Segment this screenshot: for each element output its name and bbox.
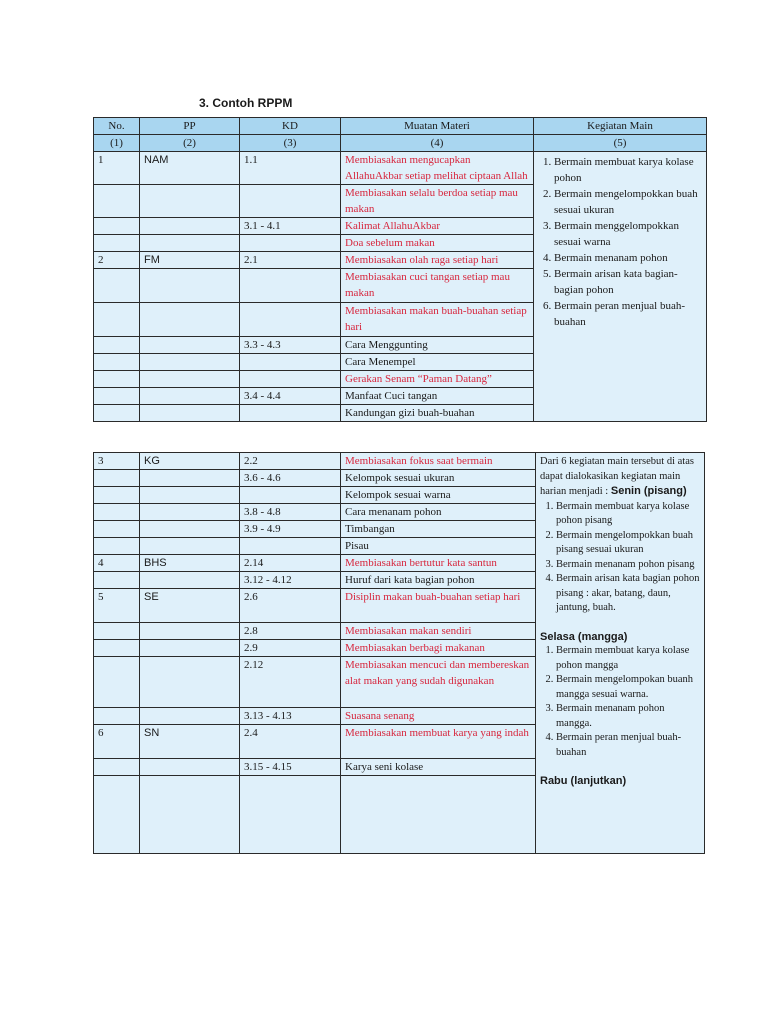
header-pp: PP — [140, 118, 240, 135]
subheader-5: (5) — [534, 135, 707, 152]
row-muatan-materi: Membiasakan mengucapkan AllahuAkbar setiap melihat ciptaan Allah — [341, 152, 534, 185]
kegiatan-intro: Dari 6 kegiatan main tersebut di atas dapat dialokasikan kegiatan main harian menjadi : — [540, 456, 694, 497]
row-kd — [240, 185, 341, 218]
row-muatan-materi: Membiasakan cuci tangan setiap mau makan — [341, 269, 534, 303]
row-muatan-materi: Manfaat Cuci tangan — [341, 388, 534, 405]
table-row — [94, 453, 705, 470]
subheader-1: (1) — [94, 135, 140, 152]
row-pp — [140, 487, 240, 504]
row-no — [94, 521, 140, 538]
row-kd: 3.15 - 4.15 — [240, 759, 341, 776]
row-no — [94, 504, 140, 521]
senin-activity-list — [540, 500, 700, 616]
row-no: 5 — [94, 589, 140, 623]
row-no: 3 — [94, 453, 140, 470]
row-pp — [140, 405, 240, 422]
list-item: 4. Bermain peran menjual buah-buahan — [556, 731, 700, 760]
row-kd: 2.8 — [240, 623, 341, 640]
row-muatan-materi: Membiasakan makan sendiri — [341, 623, 536, 640]
row-kd: 3.8 - 4.8 — [240, 504, 341, 521]
row-muatan-materi: Suasana senang — [341, 708, 536, 725]
row-pp — [140, 354, 240, 371]
row-muatan-materi: Disiplin makan buah-buahan setiap hari — [341, 589, 536, 623]
subheader-3: (3) — [240, 135, 341, 152]
table-row — [94, 152, 707, 185]
row-muatan-materi: Pisau — [341, 538, 536, 555]
row-muatan-materi: Membiasakan makan buah-buahan setiap hari — [341, 303, 534, 337]
row-kd: 2.4 — [240, 725, 341, 759]
row-kd — [240, 269, 341, 303]
row-kd: 3.12 - 4.12 — [240, 572, 341, 589]
selasa-activity-list — [540, 644, 700, 760]
row-no — [94, 487, 140, 504]
list-item: 2. Bermain mengelompokkan buah pisang sesuai ukuran — [556, 529, 700, 558]
row-muatan-materi: Cara menanam pohon — [341, 504, 536, 521]
row-kd: 3.1 - 4.1 — [240, 218, 341, 235]
list-item: 3. Bermain menanam pohon mangga. — [556, 702, 700, 731]
list-item: 6. Bermain peran menjual buah-buahan — [554, 298, 702, 330]
row-muatan-materi: Cara Menggunting — [341, 337, 534, 354]
list-item: 4. Bermain menanam pohon — [554, 250, 702, 266]
row-muatan-materi: Kelompok sesuai ukuran — [341, 470, 536, 487]
list-item: 3. Bermain menanam pohon pisang — [556, 558, 700, 573]
row-kd: 2.6 — [240, 589, 341, 623]
row-pp — [140, 623, 240, 640]
row-kd: 2.9 — [240, 640, 341, 657]
row-pp: NAM — [140, 152, 240, 185]
row-kd: 2.1 — [240, 252, 341, 269]
row-no: 2 — [94, 252, 140, 269]
row-kd — [240, 354, 341, 371]
row-kd: 3.6 - 4.6 — [240, 470, 341, 487]
row-kd — [240, 487, 341, 504]
row-pp — [140, 470, 240, 487]
list-item: 2. Bermain mengelompokan buanh mangga sesuai warna. — [556, 673, 700, 702]
row-no — [94, 354, 140, 371]
row-no — [94, 759, 140, 776]
row-kd: 2.2 — [240, 453, 341, 470]
row-muatan-materi: Membiasakan membuat karya yang indah — [341, 725, 536, 759]
row-no: 6 — [94, 725, 140, 759]
row-pp — [140, 371, 240, 388]
row-no — [94, 640, 140, 657]
day-label-selasa: Selasa (mangga) — [540, 630, 628, 643]
row-kd: 3.4 - 4.4 — [240, 388, 341, 405]
row-muatan-materi: Doa sebelum makan — [341, 235, 534, 252]
header-kd: KD — [240, 118, 341, 135]
list-item: 1. Bermain membuat karya kolase pohon — [554, 154, 702, 186]
row-muatan-materi: Membiasakan olah raga setiap hari — [341, 252, 534, 269]
row-muatan-materi: Kandungan gizi buah-buahan — [341, 405, 534, 422]
row-pp: SE — [140, 589, 240, 623]
row-pp: KG — [140, 453, 240, 470]
row-pp — [140, 708, 240, 725]
row-kd — [240, 405, 341, 422]
row-no — [94, 388, 140, 405]
row-kd — [240, 776, 341, 854]
header-kegiatan-main: Kegiatan Main — [534, 118, 707, 135]
row-pp — [140, 337, 240, 354]
header-no: No. — [94, 118, 140, 135]
row-no — [94, 657, 140, 708]
row-kd — [240, 371, 341, 388]
row-no — [94, 337, 140, 354]
row-no — [94, 776, 140, 854]
row-no — [94, 269, 140, 303]
row-pp: SN — [140, 725, 240, 759]
row-pp — [140, 303, 240, 337]
list-item: 3. Bermain menggelompokkan sesuai warna — [554, 218, 702, 250]
kegiatan-harian-cell — [536, 453, 705, 854]
row-no — [94, 623, 140, 640]
row-no — [94, 235, 140, 252]
row-pp — [140, 538, 240, 555]
row-pp — [140, 776, 240, 854]
row-muatan-materi: Gerakan Senam “Paman Datang” — [341, 371, 534, 388]
list-item: 2. Bermain mengelompokkan buah sesuai ukuran — [554, 186, 702, 218]
row-pp — [140, 572, 240, 589]
row-pp: FM — [140, 252, 240, 269]
header-muatan-materi: Muatan Materi — [341, 118, 534, 135]
row-pp — [140, 759, 240, 776]
row-kd: 2.14 — [240, 555, 341, 572]
row-kd: 3.13 - 4.13 — [240, 708, 341, 725]
row-no — [94, 572, 140, 589]
row-no — [94, 185, 140, 218]
row-muatan-materi: Kalimat AllahuAkbar — [341, 218, 534, 235]
row-no — [94, 470, 140, 487]
row-muatan-materi: Huruf dari kata bagian pohon — [341, 572, 536, 589]
list-item: 5. Bermain arisan kata bagian-bagian pohon — [554, 266, 702, 298]
row-pp — [140, 185, 240, 218]
row-muatan-materi: Kelompok sesuai warna — [341, 487, 536, 504]
section-title: 3. Contoh RPPM — [199, 96, 293, 110]
day-label-senin: Senin (pisang) — [610, 485, 687, 497]
row-kd — [240, 303, 341, 337]
row-kd: 3.9 - 4.9 — [240, 521, 341, 538]
row-no: 4 — [94, 555, 140, 572]
row-muatan-materi: Membiasakan mencuci dan membereskan alat makan yang sudah digunakan — [341, 657, 536, 708]
row-pp — [140, 235, 240, 252]
row-muatan-materi: Karya seni kolase — [341, 759, 536, 776]
list-item: 1. Bermain membuat karya kolase pohon pisang — [556, 500, 700, 529]
kegiatan-main-list-cell — [534, 152, 707, 422]
row-kd — [240, 235, 341, 252]
row-no — [94, 538, 140, 555]
row-kd: 2.12 — [240, 657, 341, 708]
row-pp — [140, 388, 240, 405]
row-pp — [140, 521, 240, 538]
row-pp — [140, 269, 240, 303]
row-no — [94, 218, 140, 235]
row-pp — [140, 218, 240, 235]
row-muatan-materi: Cara Menempel — [341, 354, 534, 371]
row-kd: 3.3 - 4.3 — [240, 337, 341, 354]
subheader-2: (2) — [140, 135, 240, 152]
row-muatan-materi: Timbangan — [341, 521, 536, 538]
row-no — [94, 708, 140, 725]
rppm-table-2 — [93, 452, 705, 854]
row-muatan-materi — [341, 776, 536, 854]
row-pp — [140, 657, 240, 708]
row-pp — [140, 504, 240, 521]
row-no — [94, 371, 140, 388]
row-muatan-materi: Membiasakan berbagi makanan — [341, 640, 536, 657]
list-item: 1. Bermain membuat karya kolase pohon mangga — [556, 644, 700, 673]
row-no — [94, 303, 140, 337]
list-item: 4. Bermain arisan kata bagian pohon pisang : akar, batang, daun, jantung, buah. — [556, 572, 700, 616]
kegiatan-main-list — [538, 154, 702, 330]
day-label-rabu: Rabu (lanjutkan) — [540, 775, 627, 787]
row-muatan-materi: Membiasakan fokus saat bermain — [341, 453, 536, 470]
row-pp — [140, 640, 240, 657]
row-muatan-materi: Membiasakan selalu berdoa setiap mau makan — [341, 185, 534, 218]
subheader-4: (4) — [341, 135, 534, 152]
row-no — [94, 405, 140, 422]
rppm-table-1 — [93, 117, 707, 422]
row-kd: 1.1 — [240, 152, 341, 185]
row-pp: BHS — [140, 555, 240, 572]
row-no: 1 — [94, 152, 140, 185]
row-kd — [240, 538, 341, 555]
row-muatan-materi: Membiasakan bertutur kata santun — [341, 555, 536, 572]
